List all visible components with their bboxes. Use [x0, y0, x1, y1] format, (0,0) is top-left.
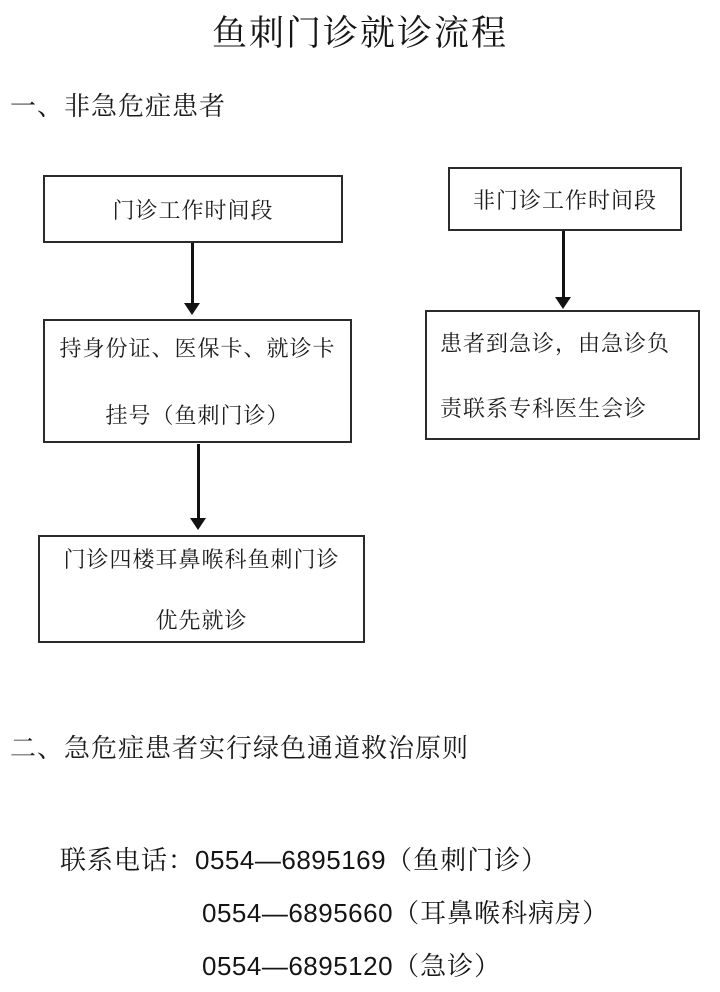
arrow-down-icon	[184, 243, 200, 315]
phone-number: 0554—6895169	[195, 845, 387, 875]
flow-box-text: 持身份证、医保卡、就诊卡	[59, 336, 336, 361]
contact-line	[202, 893, 609, 930]
flow-box-ent-clinic-priority	[38, 535, 365, 643]
flow-box-non-outpatient-hours	[448, 167, 682, 231]
arrow-head	[190, 518, 206, 530]
phone-number: 0554—6895120	[202, 951, 394, 981]
phone-note: （耳鼻喉科病房）	[393, 898, 610, 928]
arrow-head	[555, 297, 571, 309]
flow-box-text: 挂号（鱼刺门诊）	[105, 403, 290, 428]
arrow-head	[184, 303, 200, 315]
arrow-down-icon	[555, 231, 571, 309]
section-2-heading: 二、急危症患者实行绿色通道救治原则	[10, 733, 470, 763]
phone-note: （鱼刺门诊）	[386, 845, 549, 875]
arrow-stem	[191, 243, 194, 303]
contact-label: 联系电话：	[60, 845, 196, 875]
arrow-stem	[197, 444, 200, 518]
flow-box-text: 责联系专科医生会诊	[440, 396, 648, 421]
page-title: 鱼刺门诊就诊流程	[211, 14, 508, 53]
arrow-stem	[562, 231, 565, 297]
phone-number: 0554—6895660	[202, 898, 394, 928]
flow-box-text: 非门诊工作时间段	[472, 187, 657, 213]
flow-box-register	[43, 319, 352, 443]
flow-box-text: 患者到急诊，由急诊负	[440, 331, 671, 356]
flow-box-outpatient-hours	[43, 175, 343, 243]
contact-line	[202, 946, 501, 983]
flow-box-text: 门诊四楼耳鼻喉科鱼刺门诊	[63, 547, 340, 572]
contact-line	[60, 840, 548, 877]
flow-box-emergency-consult	[425, 310, 700, 440]
section-1-heading: 一、非急危症患者	[10, 91, 227, 121]
arrow-down-icon	[190, 444, 206, 530]
flow-box-text: 门诊工作时间段	[112, 197, 274, 223]
flow-box-text: 优先就诊	[155, 608, 248, 633]
phone-note: （急诊）	[393, 951, 502, 981]
